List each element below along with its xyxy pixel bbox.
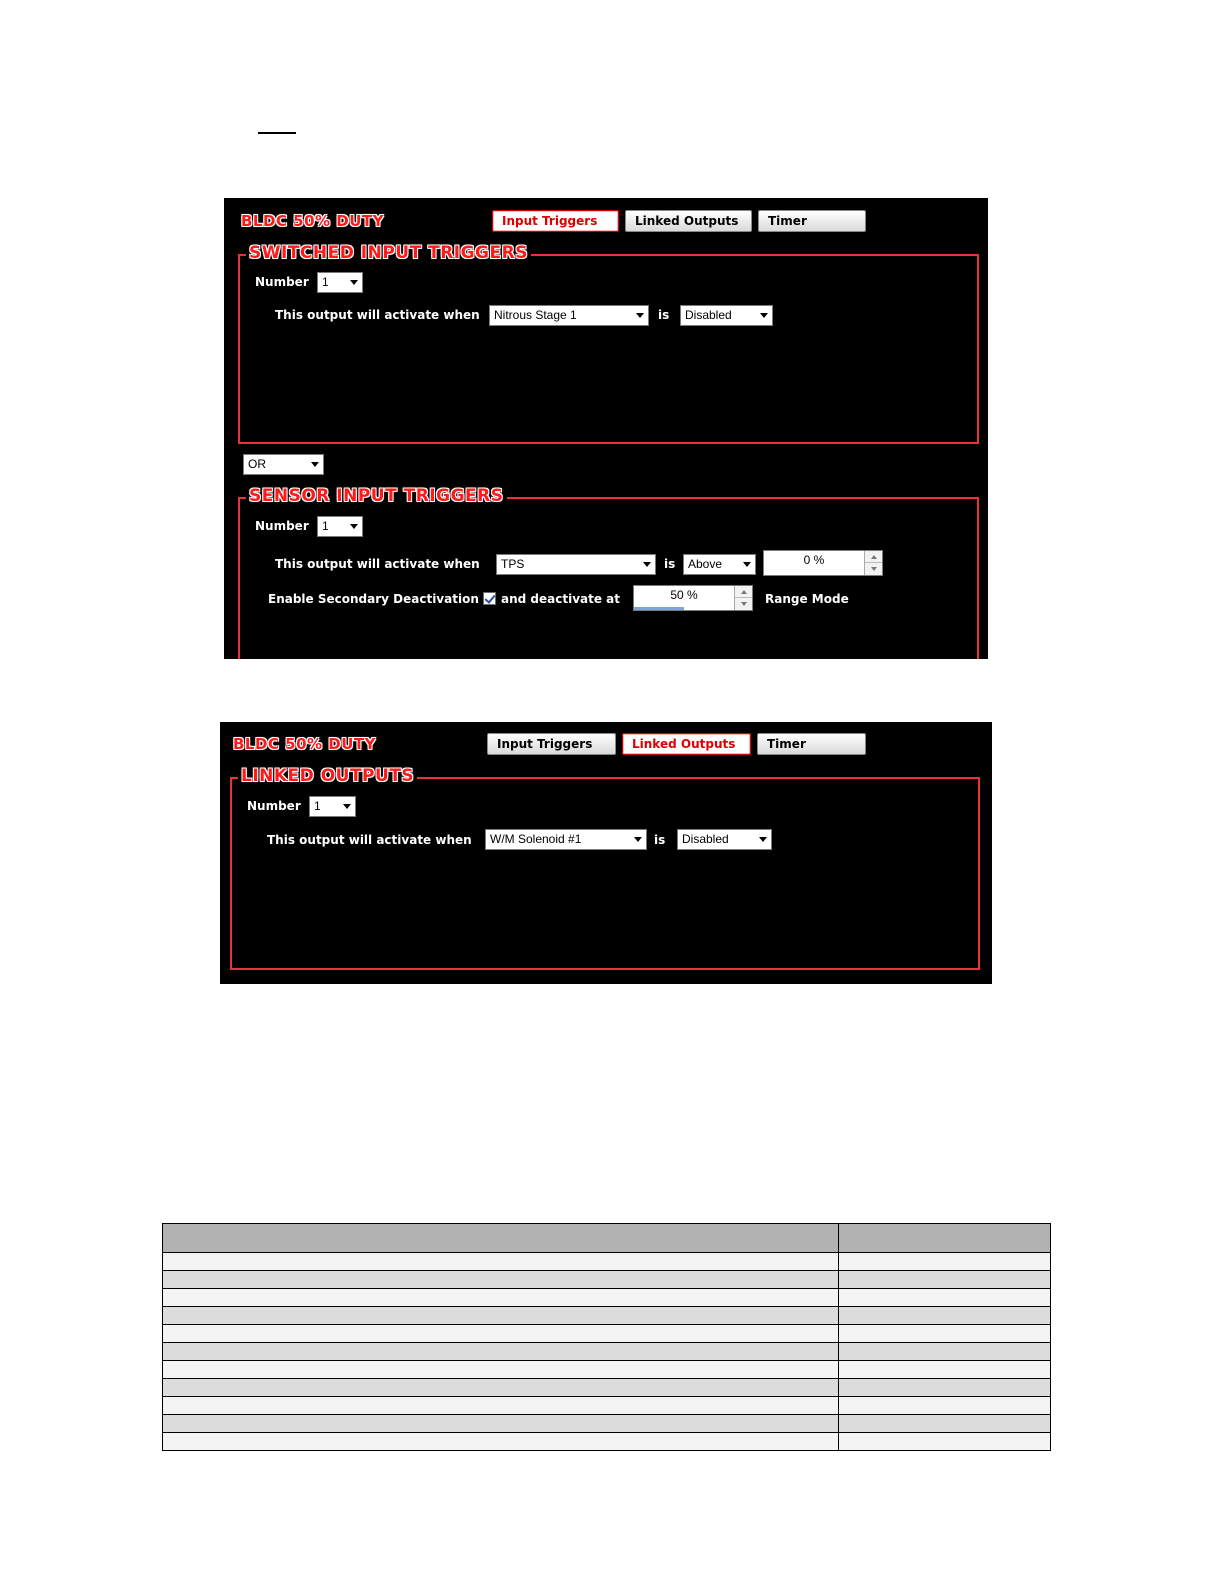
linked-is-label: is (654, 833, 666, 847)
sensor-is-label: is (664, 557, 676, 571)
table-row (163, 1325, 1051, 1343)
output-title: BLDC 50% DUTY (233, 735, 377, 753)
table-cell (839, 1307, 1051, 1325)
table-cell (839, 1415, 1051, 1433)
sensor-input-triggers-title: SENSOR INPUT TRIGGERS (246, 486, 507, 506)
tab-linked-outputs[interactable]: Linked Outputs (625, 210, 752, 232)
switched-is-label: is (658, 308, 670, 322)
spin-down-icon[interactable] (735, 598, 752, 610)
table-row (163, 1379, 1051, 1397)
table-header-cell (839, 1224, 1051, 1253)
logic-operator-value: OR (248, 457, 266, 471)
chevron-down-icon (307, 455, 323, 474)
linked-output-select[interactable] (485, 829, 647, 850)
table-cell (163, 1379, 839, 1397)
switched-state-value: Disabled (685, 308, 732, 322)
spin-up-icon[interactable] (735, 586, 752, 598)
table-row (163, 1361, 1051, 1379)
linked-number-select[interactable] (309, 796, 356, 817)
table-cell (839, 1289, 1051, 1307)
linked-outputs-title: LINKED OUTPUTS (238, 766, 417, 786)
deactivate-spinner[interactable] (633, 585, 753, 611)
chevron-down-icon (739, 555, 755, 574)
linked-number-label: Number (247, 799, 301, 813)
switched-state-select[interactable] (680, 305, 773, 326)
sensor-number-value: 1 (322, 519, 329, 533)
range-mode-label: Range Mode (765, 592, 849, 606)
table-row (163, 1397, 1051, 1415)
switched-input-select[interactable] (489, 305, 649, 326)
switched-number-value: 1 (322, 275, 329, 289)
table-row (163, 1343, 1051, 1361)
table-row (163, 1415, 1051, 1433)
input-triggers-panel (224, 198, 988, 659)
linked-state-value: Disabled (682, 832, 729, 846)
sensor-select[interactable] (496, 554, 656, 575)
secondary-deactivation-label: Enable Secondary Deactivation (268, 592, 479, 606)
table-cell (839, 1325, 1051, 1343)
switched-input-value: Nitrous Stage 1 (494, 308, 577, 322)
table-row (163, 1253, 1051, 1271)
chevron-down-icon (632, 306, 648, 325)
table-cell (163, 1361, 839, 1379)
tab-timer[interactable]: Timer (758, 210, 866, 232)
chevron-down-icon (630, 830, 646, 849)
table-cell (163, 1289, 839, 1307)
chevron-down-icon (346, 273, 362, 292)
linked-number-value: 1 (314, 799, 321, 813)
linked-output-value: W/M Solenoid #1 (490, 832, 582, 846)
table-row (163, 1271, 1051, 1289)
table-cell (163, 1415, 839, 1433)
tab-input-triggers[interactable]: Input Triggers (487, 733, 616, 755)
switched-number-label: Number (255, 275, 309, 289)
table-cell (163, 1253, 839, 1271)
linked-outputs-panel (220, 722, 992, 984)
spin-up-icon[interactable] (865, 551, 882, 563)
table-cell (839, 1271, 1051, 1289)
table-header-row (163, 1224, 1051, 1253)
compare-select[interactable] (683, 554, 756, 575)
table-cell (163, 1397, 839, 1415)
threshold-value: 0 % (803, 553, 825, 567)
table-header-cell (163, 1224, 839, 1253)
underline-mark (258, 132, 296, 134)
deactivate-spinner-buttons (734, 586, 752, 610)
switched-activate-label: This output will activate when (275, 308, 480, 322)
deactivate-value: 50 % (670, 588, 698, 602)
secondary-deactivation-checkbox[interactable] (483, 592, 496, 605)
tab-linked-outputs[interactable]: Linked Outputs (622, 733, 751, 755)
table-cell (839, 1379, 1051, 1397)
table-cell (839, 1253, 1051, 1271)
sensor-number-select[interactable] (317, 516, 363, 537)
table-cell (839, 1343, 1051, 1361)
chevron-down-icon (639, 555, 655, 574)
table-cell (839, 1433, 1051, 1451)
table-row (163, 1289, 1051, 1307)
tab-input-triggers[interactable]: Input Triggers (492, 210, 619, 232)
linked-activate-label: This output will activate when (267, 833, 472, 847)
chevron-down-icon (346, 517, 362, 536)
document-table (162, 1223, 1051, 1451)
table-cell (163, 1343, 839, 1361)
linked-state-select[interactable] (677, 829, 772, 850)
sensor-activate-label: This output will activate when (275, 557, 480, 571)
sensor-number-label: Number (255, 519, 309, 533)
table-cell (163, 1325, 839, 1343)
output-title: BLDC 50% DUTY (241, 212, 385, 230)
sensor-value: TPS (501, 557, 525, 571)
logic-operator-select[interactable] (243, 454, 324, 475)
deactivate-level-bar (634, 607, 684, 610)
table-row (163, 1307, 1051, 1325)
table-row (163, 1433, 1051, 1451)
table-cell (163, 1307, 839, 1325)
switched-input-triggers-title: SWITCHED INPUT TRIGGERS (246, 243, 531, 263)
compare-value: Above (688, 557, 723, 571)
chevron-down-icon (756, 306, 772, 325)
chevron-down-icon (755, 830, 771, 849)
threshold-spinner-buttons (864, 551, 882, 575)
spin-down-icon[interactable] (865, 563, 882, 575)
table-cell (163, 1271, 839, 1289)
table-cell (839, 1397, 1051, 1415)
deactivate-at-label: and deactivate at (501, 592, 621, 606)
threshold-spinner[interactable] (763, 550, 883, 576)
chevron-down-icon (339, 797, 355, 816)
table-cell (163, 1433, 839, 1451)
tab-timer[interactable]: Timer (757, 733, 866, 755)
switched-number-select[interactable] (317, 272, 363, 293)
table-cell (839, 1361, 1051, 1379)
